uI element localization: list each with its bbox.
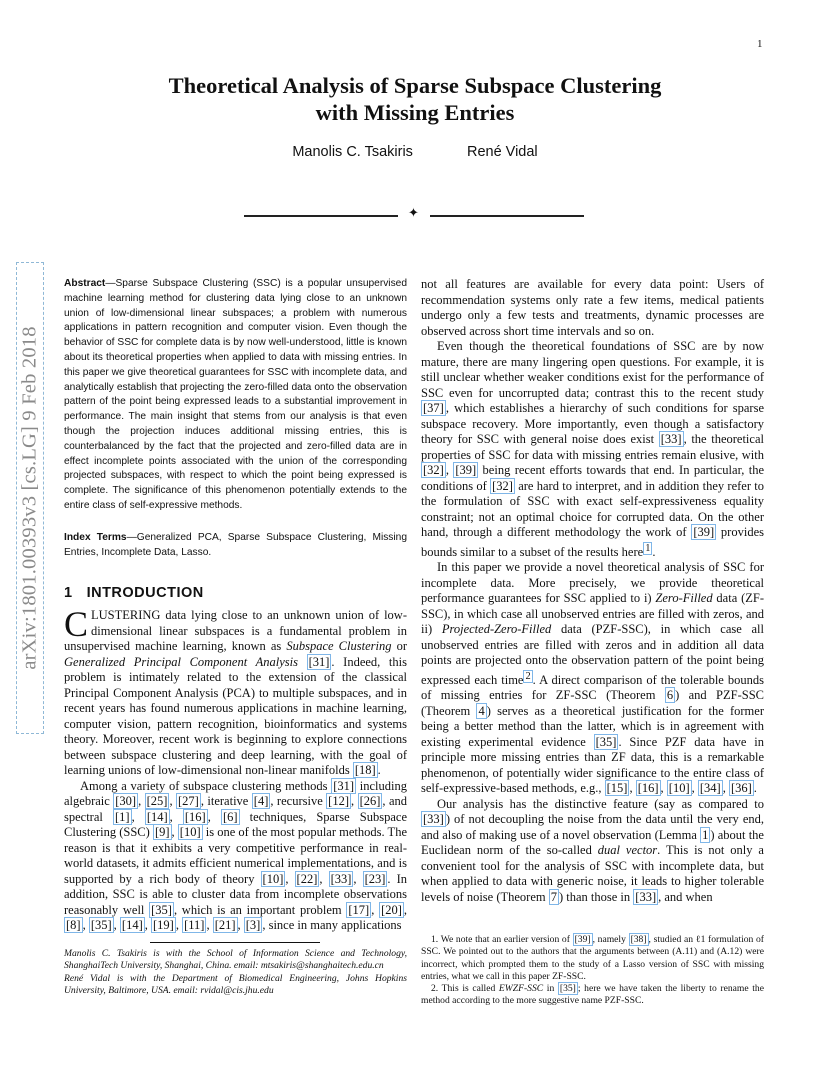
paper-title <box>100 72 730 126</box>
citation-link[interactable]: [15] <box>606 781 628 796</box>
footnotes <box>421 934 764 1008</box>
citation-link[interactable]: [32] <box>423 463 444 477</box>
citation-link[interactable]: [11] <box>184 918 205 932</box>
citation-link[interactable]: [18] <box>354 763 376 777</box>
title-line-1: Theoretical Analysis of Sparse Subspace Clustering <box>168 73 662 98</box>
theorem-link[interactable]: 7 <box>550 889 557 904</box>
citation-link[interactable]: [16] <box>637 781 659 796</box>
section-heading <box>64 585 204 601</box>
citation-link[interactable]: [35] <box>151 902 172 917</box>
footnote-marker[interactable]: 2 <box>525 670 531 682</box>
citation-link[interactable]: [3] <box>245 918 261 932</box>
citation-link[interactable]: [14] <box>121 918 143 932</box>
lemma-link[interactable]: 1 <box>702 827 709 842</box>
citation-link[interactable]: [19] <box>152 918 174 932</box>
separator-line-right <box>430 215 584 217</box>
footnote-rule <box>150 942 320 943</box>
citation-link[interactable]: [20] <box>381 902 402 917</box>
citation-link[interactable]: [39] <box>574 934 591 945</box>
citation-link[interactable]: [33] <box>660 432 682 446</box>
citation-link[interactable]: [10] <box>668 781 690 796</box>
paragraph: CLUSTERING data lying close to an unknown union of low-dimensional linear subspaces is a fundamental problem in unsupervised machine learning, known as Subspace Clustering or Generalized Principal Component Analysis [31] . Indeed, this problem is intimately related to the extension of the classical Principal Component Analysis (PCA) to multiple subspaces, and in recent years has found numerous applications in machine learning, computer vision, pattern recognition, bioinformatics and systems theory. Moreover, recent work is beginning to explore connections between subspace clustering and deep learning, with the goal of learning unions of low-dimensional non-linear manifolds [18] . <box>64 604 407 777</box>
citation-link[interactable]: [12] <box>328 794 349 808</box>
paragraph: In this paper we provide a novel theoretical analysis of SSC for incomplete data. More precisely, we provide theoretical performance guarantees for SSC applied to i) Zero-Filled data (ZF-SSC), in which case all unobserved entries are filled with zeros, and ii) Projected-Zero-Filled data (PZF-SSC), in which case all unobserved entries are filled with zeros and in addition all data points are projected onto the observation pattern of the point being expressed each time $^2$ . A direct comparison of the tolerable bounds of missing entries for ZF-SSC (Theorem 6 ) and PZF-SSC (Theorem 4 ) serves as a theoretical justification for the former being a better method than the latter, which is in agreement with existing experimental evidence [35] . Since PZF data have in principle more missing entries than ZF data, this is a remarkable phenomenon, of potentially wider significance to the entire class of self-expressive-based methods, e.g., [15] , [16] , [10] , [34] , [36] . <box>421 560 764 796</box>
author-list <box>100 144 730 160</box>
citation-link[interactable]: [27] <box>178 794 199 808</box>
citation-link[interactable]: [22] <box>296 871 318 886</box>
citation-link[interactable]: [31] <box>333 778 355 793</box>
author-name: René Vidal <box>466 144 538 160</box>
citation-link[interactable]: [6] <box>222 809 238 824</box>
citation-link[interactable]: [10] <box>179 825 201 839</box>
index-terms <box>64 531 407 561</box>
theorem-link[interactable]: 6 <box>666 688 674 703</box>
citation-link[interactable]: [14] <box>146 809 168 824</box>
ornament-icon: ✦ <box>408 205 419 220</box>
page-number: 1 <box>757 38 763 50</box>
footnote: 1. We note that an earlier version of [39] , namely [38] , studied an ℓ1 formulation of SSC. We pointed out to the authors that the arguments between (A.11) and (A.12) were incorrect, which prompted them to the study of a Lasso version of SSC with missing entries, what we call in this paper ZF-SSC. <box>421 934 764 982</box>
citation-link[interactable]: [32] <box>492 478 513 493</box>
theorem-link[interactable]: 4 <box>478 703 485 718</box>
abstract-label: Abstract <box>64 278 106 289</box>
citation-link[interactable]: [30] <box>115 794 137 808</box>
citation-link[interactable]: [8] <box>66 918 81 932</box>
citation-link[interactable]: [23] <box>364 871 386 886</box>
citation-link[interactable]: [33] <box>330 871 352 886</box>
paragraph: Even though the theoretical foundations of SSC are by now mature, there are many lingering open questions. For example, it is still unclear whether weaker conditions exist for the performance of SSC even for uncorrupted data; contrast this to the recent study [37] , which establishes a hierarchy of such conditions for sparse subspace recovery. More importantly, even though a satisfactory theory for SSC with general noise does exist [33] , the theoretical properties of SSC for data with missing entries remain elusive, with [32] , [39] being recent efforts towards that end. In particular, the conditions of [32] are hard to interpret, and in addition they refer to the formulation of SSC with exact self-expressiveness equality constraint; not an optimal choice for corrupted data. On the other hand, through a different methodology the work of [39] provides bounds similar to a subset of the results here $^1$ . <box>421 339 765 559</box>
paragraph: Among a variety of subspace clustering methods [31] including algebraic [30] , [25] , [27] , iterative [4] , recursive [12] , [26] , and spectral [1] , [14] , [16] , [6] techniques, Sparse Subspace Clustering (SSC) [9] , [10] is one of the most popular methods. The reason is that it exhibits a very competitive performance in real-world datasets, it admits efficient numerical implementations, and is supported by a rich body of theory [10] , [22] , [33] , [23] . In addition, SSC is able to cluster data from incomplete observations reasonably well [35] , which is an important problem [17] , [20] , [8] , [35] , [14] , [19] , [11] , [21] , [3] , since in many applications <box>64 778 408 932</box>
citation-link[interactable]: [25] <box>146 794 168 808</box>
citation-link[interactable]: [21] <box>214 918 236 932</box>
paragraph: Our analysis has the distinctive feature (say as compared to [33] ) of not decoupling the noise from the data until the very end, and also of making use of a novel observation (Lemma 1 ) about the Euclidean norm of the so-called dual vector. This is not only a convenient tool for the analysis of SSC with incomplete data, but when applied to data with generic noise, it leads to higher tolerable levels of noise (Theorem 7 ) than those in [33] , and when <box>421 796 764 904</box>
citation-link[interactable]: [38] <box>630 934 647 945</box>
footnote-marker[interactable]: 1 <box>645 542 651 554</box>
abstract-text: —Sparse Subspace Clustering (SSC) is a popular unsupervised machine learning method for clustering data lying close to an unknown union of low-dimensional linear subspaces; a problem with numerous applications in pattern recognition and computer vision. Even though the behavior of SSC for complete data is by now well-understood, little is known about its theoretical properties when applied to data with missing entries. In this paper we give theoretical guarantees for SSC with incomplete data, and analytically establish that projecting the zero-filled data onto the observation pattern of the point being expressed leads to a substantial improvement in performance. The main insight that stems from our analysis is that even though the projection induces additional missing entries, this is counterbalanced by the fact that the projected and zero-filled data are in effect incomplete points associated with the union of the corresponding projected subspaces, with respect to which the point being expressed is complete. The significance of this phenomenon potentially extends to the entire class of self-expressive methods. <box>64 278 407 511</box>
footnote: 2. This is called EWZF-SSC in [35] ; here we have taken the liberty to rename the method according to the more suggestive name PZF-SSC. <box>421 983 764 1007</box>
citation-link[interactable]: [35] <box>595 734 617 749</box>
citation-link[interactable]: [1] <box>114 809 130 824</box>
citation-link[interactable]: [35] <box>559 983 576 995</box>
citation-link[interactable]: [10] <box>262 871 284 886</box>
index-terms-label: Index Terms <box>64 532 127 543</box>
citation-link[interactable]: [34] <box>699 781 721 796</box>
section-title: INTRODUCTION <box>86 585 204 601</box>
abstract <box>64 277 407 514</box>
section-number: 1 <box>64 585 73 601</box>
citation-link[interactable]: [33] <box>423 812 444 827</box>
citation-link[interactable]: [26] <box>359 794 381 808</box>
citation-link[interactable]: [36] <box>730 781 752 796</box>
index-terms-text: —Generalized PCA, Sparse Subspace Clustering, Missing Entries, Incomplete Data, Lasso. <box>64 532 407 558</box>
drop-cap: C <box>64 604 89 644</box>
introduction-text <box>64 604 408 934</box>
citation-link[interactable]: [37] <box>423 401 444 415</box>
affiliation-note: René Vidal is with the Department of Biomedical Engineering, Johns Hopkins University, Baltimore, USA. email: rvidal@cis.jhu.edu <box>64 972 407 996</box>
title-separator <box>244 205 584 225</box>
citation-link[interactable]: [9] <box>154 825 170 839</box>
citation-link[interactable]: [33] <box>635 889 657 904</box>
introduction-text-continued <box>421 277 764 905</box>
citation-link[interactable]: [39] <box>693 525 715 539</box>
arxiv-identifier: arXiv:1801.00393v3 [cs.LG] 9 Feb 2018 <box>18 326 41 670</box>
citation-link[interactable]: [35] <box>90 918 112 932</box>
citation-link[interactable]: [16] <box>184 809 206 824</box>
paragraph: not all features are available for every data point: Users of recommendation systems only rate a few items, medical patients undergo only a few tests and treatments, dynamic processes are observed across short time intervals and so on. <box>421 277 764 338</box>
separator-line-left <box>244 215 398 217</box>
arxiv-stamp[interactable] <box>16 262 44 734</box>
citation-link[interactable]: [4] <box>253 794 269 808</box>
author-affiliations <box>64 948 407 997</box>
author-name: Manolis C. Tsakiris <box>292 144 413 160</box>
citation-link[interactable]: [17] <box>348 902 370 917</box>
affiliation-note: Manolis C. Tsakiris is with the School of Information Science and Technology, ShanghaiTech University, Shanghai, China. email: mtsakiris@shanghaitech.edu.cn <box>64 948 407 972</box>
citation-link[interactable]: [31] <box>308 654 330 669</box>
citation-link[interactable]: [39] <box>455 463 477 477</box>
title-line-2: with Missing Entries <box>315 100 515 125</box>
